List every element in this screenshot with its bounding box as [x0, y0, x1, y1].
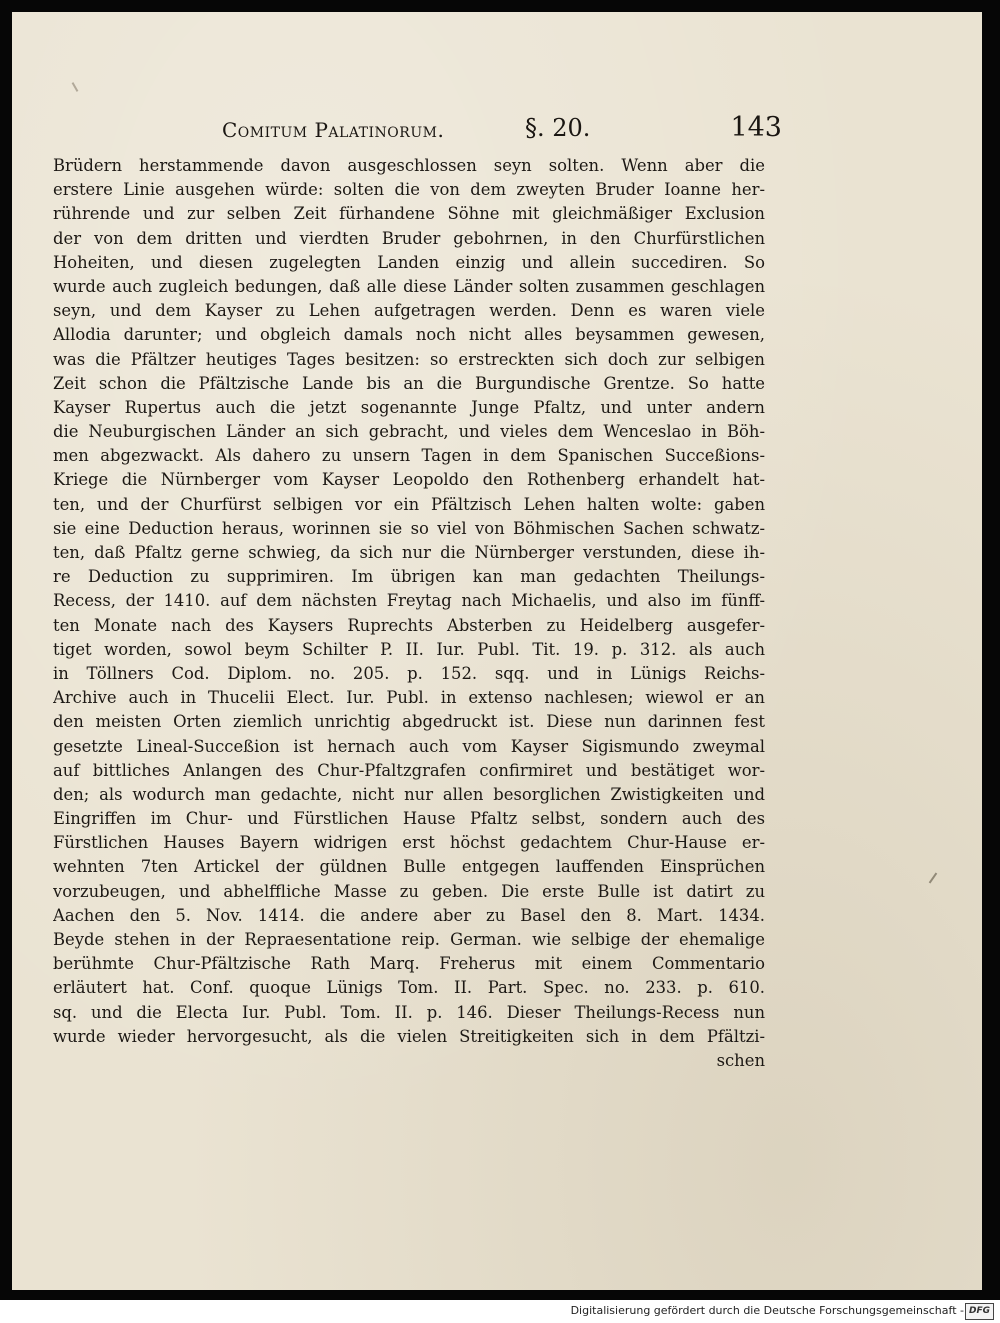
text-line: was die Pfältzer heutiges Tages besitzen: so erstreckten sich doch zur selbigen: [53, 349, 765, 369]
paper-mark: [929, 873, 938, 884]
dfg-logo: DFG: [965, 1303, 994, 1320]
page-number: 143: [730, 112, 782, 143]
text-line: men abgezwackt. Als dahero zu unsern Tagen in dem Spanischen Succeßions-: [53, 446, 765, 466]
text-line: wehnten 7ten Artickel der güldnen Bulle entgegen lauffenden Einsprüchen: [53, 857, 765, 877]
text-line: Zeit schon die Pfältzische Lande bis an die Burgundische Grentze. So hatte: [53, 373, 765, 393]
text-line: die Neuburgischen Länder an sich gebracht, und vieles dem Wenceslao in Böh-: [53, 422, 765, 442]
text-line: wurde wieder hervorgesucht, als die vielen Streitigkeiten sich in dem Pfältzi-: [53, 1026, 765, 1046]
section-number: §. 20.: [525, 114, 591, 142]
text-line: Archive auch in Thucelii Elect. Iur. Publ. in extenso nachlesen; wiewol er an: [53, 688, 765, 708]
running-title: Comitum Palatinorum.: [222, 118, 445, 142]
text-line: rührende und zur selben Zeit fürhandene Söhne mit gleichmäßiger Exclusion: [53, 204, 765, 224]
text-line: tiget worden, sowol beym Schilter P. II. Iur. Publ. Tit. 19. p. 312. als auch: [53, 639, 765, 659]
page-header: [222, 108, 782, 148]
text-line: sq. und die Electa Iur. Publ. Tom. II. p. 146. Dieser Theilungs-Recess nun: [53, 1002, 765, 1022]
funding-credit: Digitalisierung gefördert durch die Deutsche Forschungsgemeinschaft -: [570, 1304, 964, 1317]
text-line: in Töllners Cod. Diplom. no. 205. p. 152. sqq. und in Lünigs Reichs-: [53, 663, 765, 683]
text-line: sie eine Deduction heraus, worinnen sie so viel von Böhmischen Sachen schwatz-: [53, 518, 765, 538]
text-line: Hoheiten, und diesen zugelegten Landen einzig und allein succediren. So: [53, 252, 765, 272]
text-line: wurde auch zugleich bedungen, daß alle diese Länder solten zusammen geschlagen: [53, 276, 765, 296]
text-line: Aachen den 5. Nov. 1414. die andere aber zu Basel den 8. Mart. 1434.: [53, 905, 765, 925]
text-line: re Deduction zu supprimiren. Im übrigen kan man gedachten Theilungs-: [53, 567, 765, 587]
text-line: ten Monate nach des Kaysers Ruprechts Absterben zu Heidelberg ausgefer-: [53, 615, 765, 635]
text-line: seyn, und dem Kayser zu Lehen aufgetragen werden. Denn es waren viele: [53, 301, 765, 321]
text-line: schen: [716, 1050, 765, 1070]
text-line: den; als wodurch man gedachte, nicht nur allen besorglichen Zwistigkeiten und: [53, 784, 765, 804]
text-line: Fürstlichen Hauses Bayern widrigen erst höchst gedachtem Chur-Hause er-: [53, 833, 765, 853]
paper-mark: [72, 82, 79, 92]
text-line: erläutert hat. Conf. quoque Lünigs Tom. II. Part. Spec. no. 233. p. 610.: [53, 978, 765, 998]
text-line: Beyde stehen in der Repraesentatione reip. German. wie selbige der ehemalige: [53, 930, 765, 949]
text-line: Brüdern herstammende davon ausgeschlossen seyn solten. Wenn aber die: [53, 156, 765, 175]
text-line: vorzubeugen, und abhelffliche Masse zu geben. Die erste Bulle ist datirt zu: [53, 881, 765, 901]
text-line: Kriege die Nürnberger vom Kayser Leopoldo den Rothenberg erhandelt hat-: [53, 470, 765, 490]
text-line: ten, und der Churfürst selbigen vor ein Pfältzisch Lehen halten wolte: gaben: [53, 494, 765, 514]
text-line: auf bittliches Anlangen des Chur-Pfaltzgrafen confirmiret und bestätiget wor-: [53, 760, 765, 780]
text-line: den meisten Orten ziemlich unrichtig abgedruckt ist. Diese nun darinnen fest: [53, 712, 765, 732]
text-line: Eingriffen im Chur- und Fürstlichen Hause Pfaltz selbst, sondern auch des: [53, 809, 765, 829]
text-line: Recess, der 1410. auf dem nächsten Freytag nach Michaelis, und also im fünff-: [53, 591, 765, 611]
text-line: berühmte Chur-Pfältzische Rath Marq. Freherus mit einem Commentario: [53, 954, 765, 974]
text-line: gesetzte Lineal-Succeßion ist hernach auch vom Kayser Sigismundo zweymal: [53, 736, 765, 756]
footer-bar: [0, 1300, 1000, 1323]
body-text: [53, 154, 765, 1073]
text-line: Kayser Rupertus auch die jetzt sogenannte Junge Pfaltz, und unter andern: [53, 397, 765, 417]
text-line: ten, daß Pfaltz gerne schwieg, da sich nur die Nürnberger verstunden, diese ih-: [53, 543, 765, 562]
text-line: Allodia darunter; und obgleich damals noch nicht alles beysammen gewesen,: [53, 325, 765, 345]
text-line: erstere Linie ausgehen würde: solten die von dem zweyten Bruder Ioanne her-: [53, 180, 765, 200]
text-line: der von dem dritten und vierdten Bruder gebohrnen, in den Churfürstlichen: [53, 228, 765, 248]
